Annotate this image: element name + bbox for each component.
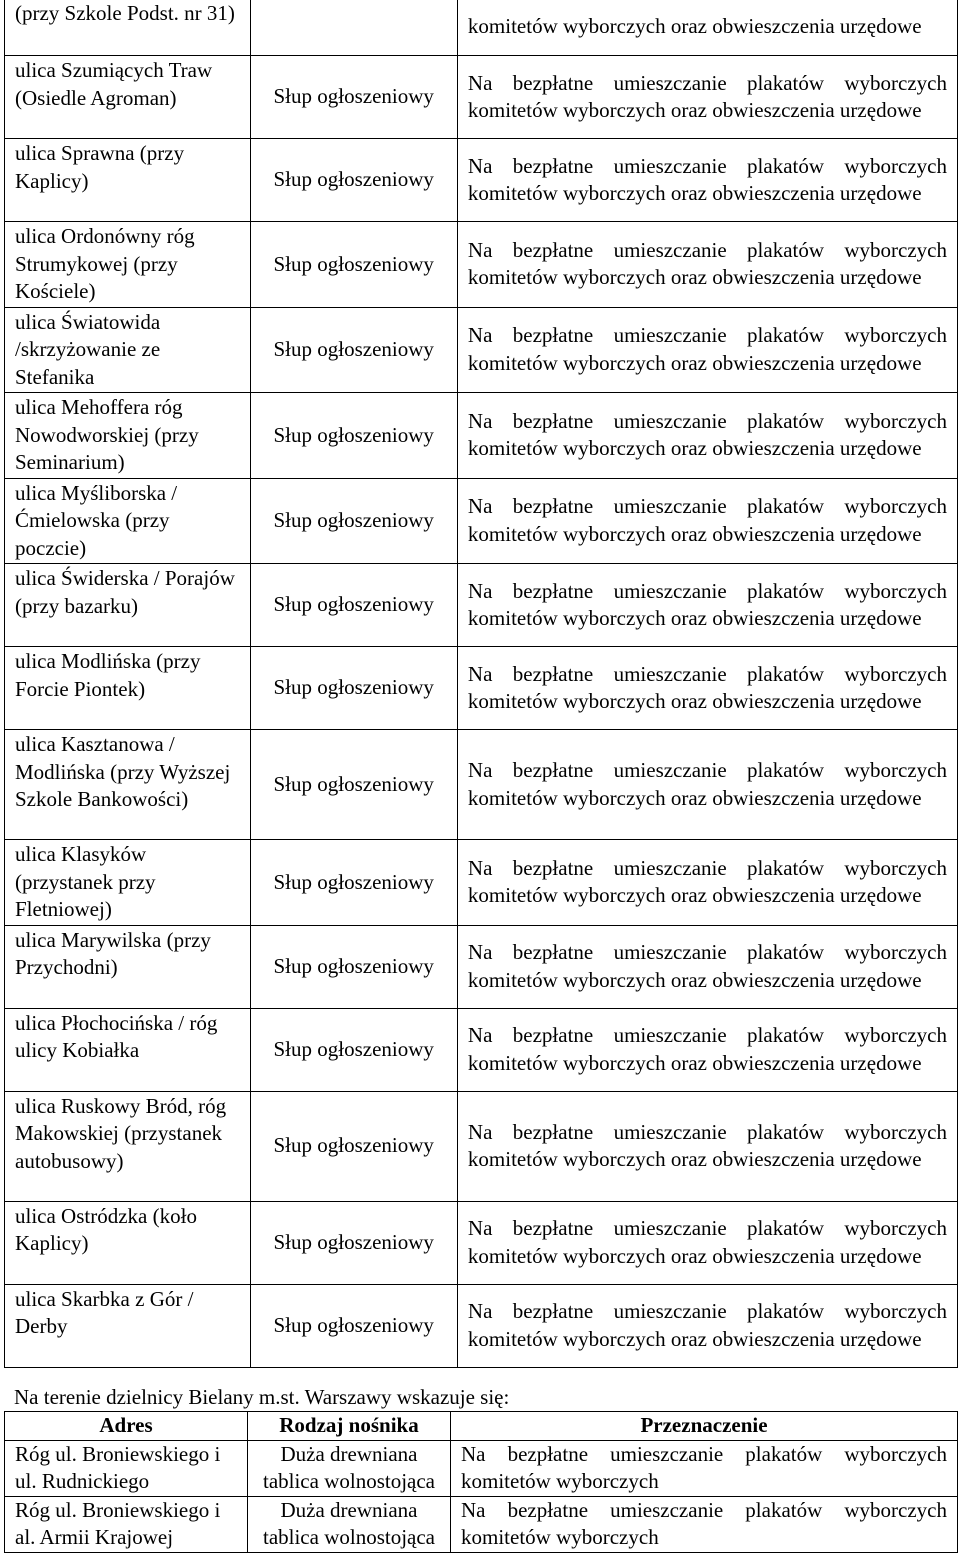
address-cell: ulica Ordonówny róg Strumykowej (przy Kościele) xyxy=(5,222,251,308)
carrier-cell: Słup ogłoszeniowy xyxy=(250,1008,457,1091)
table-row xyxy=(5,393,958,479)
table-row xyxy=(5,1496,958,1552)
purpose-cell: Na bezpłatne umieszczanie plakatów wyborczych komitetów wyborczych xyxy=(451,1496,958,1552)
table-row xyxy=(5,1201,958,1284)
carrier-cell: Słup ogłoszeniowy xyxy=(250,222,457,308)
address-cell: ulica Mehoffera róg Nowodworskiej (przy Seminarium) xyxy=(5,393,251,479)
purpose-cell: Na bezpłatne umieszczanie plakatów wyborczych komitetów wyborczych oraz obwieszczenia urzędowe xyxy=(457,1091,957,1201)
table-row xyxy=(5,925,958,1008)
purpose-cell: Na bezpłatne umieszczanie plakatów wyborczych komitetów wyborczych oraz obwieszczenia urzędowe xyxy=(457,1008,957,1091)
posting-locations-table xyxy=(4,0,958,1368)
carrier-cell: Duża drewniana tablica wolnostojąca xyxy=(248,1440,451,1496)
address-cell: ulica Ruskowy Bród, róg Makowskiej (przystanek autobusowy) xyxy=(5,1091,251,1201)
table-row xyxy=(5,0,958,56)
address-cell: ulica Światowida /skrzyżowanie ze Stefanika xyxy=(5,307,251,393)
address-cell: ulica Ostródzka (koło Kaplicy) xyxy=(5,1201,251,1284)
carrier-cell: Słup ogłoszeniowy xyxy=(250,139,457,222)
carrier-cell: Słup ogłoszeniowy xyxy=(250,393,457,479)
carrier-cell: Słup ogłoszeniowy xyxy=(250,730,457,840)
carrier-cell xyxy=(250,0,457,56)
carrier-cell: Słup ogłoszeniowy xyxy=(250,647,457,730)
address-cell: (przy Szkole Podst. nr 31) xyxy=(5,0,251,56)
table-row xyxy=(5,56,958,139)
carrier-cell: Słup ogłoszeniowy xyxy=(250,478,457,564)
table-row xyxy=(5,564,958,647)
address-cell: ulica Szumiących Traw (Osiedle Agroman) xyxy=(5,56,251,139)
table-row xyxy=(5,730,958,840)
table-header-row xyxy=(5,1412,958,1441)
carrier-cell: Słup ogłoszeniowy xyxy=(250,564,457,647)
purpose-cell: Na bezpłatne umieszczanie plakatów wyborczych komitetów wyborczych oraz obwieszczenia urzędowe xyxy=(457,925,957,1008)
address-cell: ulica Kasztanowa / Modlińska (przy Wyższej Szkole Bankowości) xyxy=(5,730,251,840)
address-cell: Róg ul. Broniewskiego i ul. Rudnickiego xyxy=(5,1440,248,1496)
purpose-cell: Na bezpłatne umieszczanie plakatów wyborczych komitetów wyborczych oraz obwieszczenia urzędowe xyxy=(457,1284,957,1367)
purpose-cell: Na bezpłatne umieszczanie plakatów wyborczych komitetów wyborczych xyxy=(451,1440,958,1496)
purpose-cell: Na bezpłatne umieszczanie plakatów wyborczych komitetów wyborczych oraz obwieszczenia urzędowe xyxy=(457,307,957,393)
carrier-cell: Duża drewniana tablica wolnostojąca xyxy=(248,1496,451,1552)
purpose-cell: Na bezpłatne umieszczanie plakatów wyborczych komitetów wyborczych oraz obwieszczenia urzędowe xyxy=(457,56,957,139)
carrier-cell: Słup ogłoszeniowy xyxy=(250,307,457,393)
table-row xyxy=(5,840,958,926)
purpose-cell: Na bezpłatne umieszczanie plakatów wyborczych komitetów wyborczych oraz obwieszczenia urzędowe xyxy=(457,564,957,647)
address-cell: ulica Skarbka z Gór / Derby xyxy=(5,1284,251,1367)
table-row xyxy=(5,222,958,308)
purpose-cell: Na bezpłatne umieszczanie plakatów wyborczych komitetów wyborczych oraz obwieszczenia urzędowe xyxy=(457,139,957,222)
carrier-cell: Słup ogłoszeniowy xyxy=(250,1091,457,1201)
address-cell: ulica Modlińska (przy Forcie Piontek) xyxy=(5,647,251,730)
purpose-cell: Na bezpłatne umieszczanie plakatów wyborczych komitetów wyborczych oraz obwieszczenia urzędowe xyxy=(457,1201,957,1284)
purpose-cell: Na bezpłatne umieszczanie plakatów wyborczych komitetów wyborczych oraz obwieszczenia urzędowe xyxy=(457,730,957,840)
table-row xyxy=(5,478,958,564)
address-cell: Róg ul. Broniewskiego i al. Armii Krajowej xyxy=(5,1496,248,1552)
carrier-cell: Słup ogłoszeniowy xyxy=(250,1284,457,1367)
address-cell: ulica Sprawna (przy Kaplicy) xyxy=(5,139,251,222)
table-row xyxy=(5,139,958,222)
purpose-cell: Na bezpłatne umieszczanie plakatów wyborczych komitetów wyborczych oraz obwieszczenia urzędowe xyxy=(457,393,957,479)
bielany-section-heading: Na terenie dzielnicy Bielany m.st. Warszawy wskazuje się: xyxy=(14,1385,510,1409)
table-row xyxy=(5,1284,958,1367)
column-header-carrier: Rodzaj nośnika xyxy=(248,1412,451,1441)
carrier-cell: Słup ogłoszeniowy xyxy=(250,840,457,926)
purpose-cell: komitetów wyborczych oraz obwieszczenia urzędowe xyxy=(457,0,957,56)
address-cell: ulica Marywilska (przy Przychodni) xyxy=(5,925,251,1008)
address-cell: ulica Płochocińska / róg ulicy Kobiałka xyxy=(5,1008,251,1091)
table-row xyxy=(5,647,958,730)
address-cell: ulica Myśliborska / Ćmielowska (przy poczcie) xyxy=(5,478,251,564)
carrier-cell: Słup ogłoszeniowy xyxy=(250,925,457,1008)
table-row xyxy=(5,307,958,393)
bielany-locations-table xyxy=(4,1411,958,1553)
column-header-address: Adres xyxy=(5,1412,248,1441)
table-row xyxy=(5,1091,958,1201)
table-row xyxy=(5,1440,958,1496)
address-cell: ulica Klasyków (przystanek przy Fletniowej) xyxy=(5,840,251,926)
purpose-cell: Na bezpłatne umieszczanie plakatów wyborczych komitetów wyborczych oraz obwieszczenia urzędowe xyxy=(457,478,957,564)
carrier-cell: Słup ogłoszeniowy xyxy=(250,56,457,139)
carrier-cell: Słup ogłoszeniowy xyxy=(250,1201,457,1284)
purpose-cell: Na bezpłatne umieszczanie plakatów wyborczych komitetów wyborczych oraz obwieszczenia urzędowe xyxy=(457,840,957,926)
address-cell: ulica Świderska / Porajów (przy bazarku) xyxy=(5,564,251,647)
column-header-purpose: Przeznaczenie xyxy=(451,1412,958,1441)
purpose-cell: Na bezpłatne umieszczanie plakatów wyborczych komitetów wyborczych oraz obwieszczenia urzędowe xyxy=(457,222,957,308)
purpose-cell: Na bezpłatne umieszczanie plakatów wyborczych komitetów wyborczych oraz obwieszczenia urzędowe xyxy=(457,647,957,730)
table-row xyxy=(5,1008,958,1091)
